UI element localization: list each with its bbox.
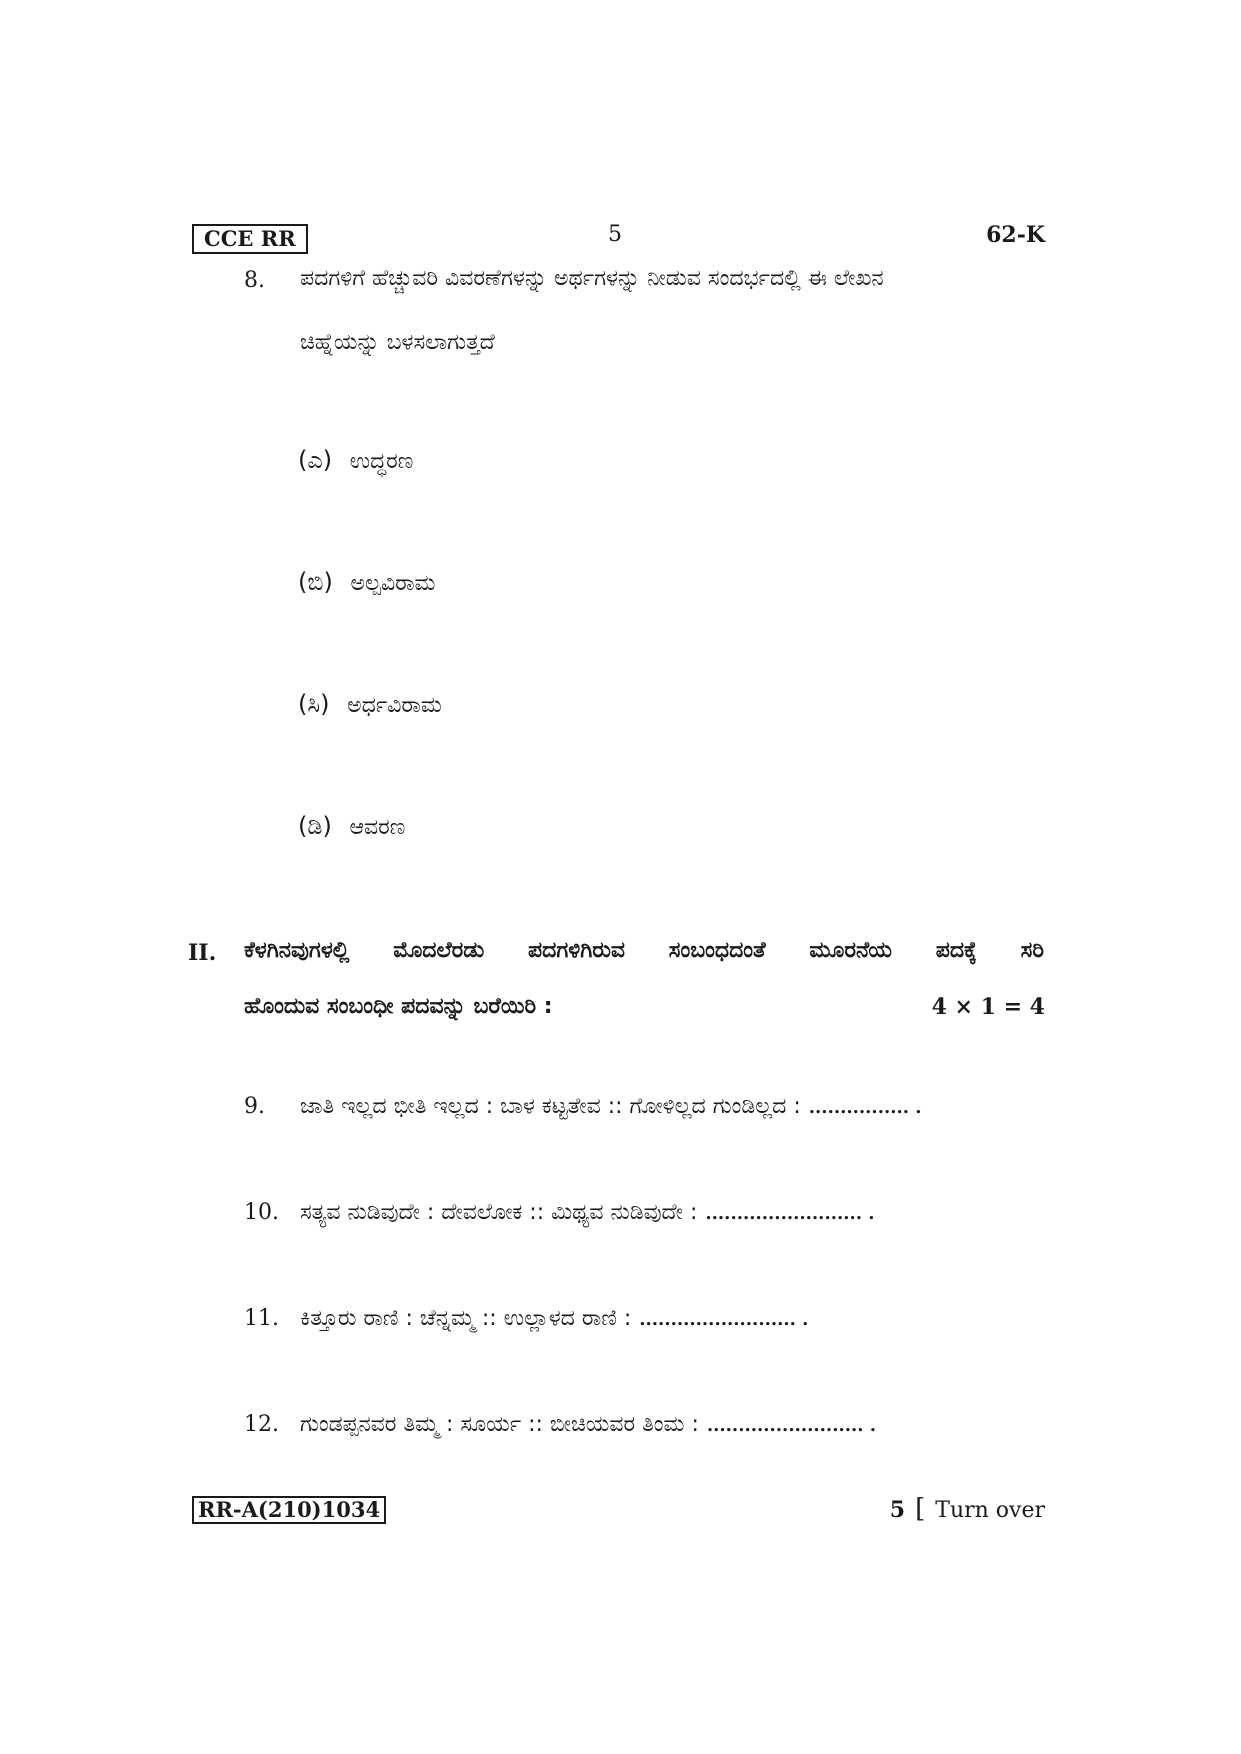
- question-8-text-line1: ಪದಗಳಿಗೆ ಹೆಚ್ಚುವರಿ ವಿವರಣೆಗಳನ್ನು ಅರ್ಥಗಳನ್ನು ನೀಡುವ ಸಂದರ್ಭದಲ್ಲಿ ಈ ಲೇಖನ: [300, 266, 884, 291]
- question-11-number: 11.: [244, 1306, 279, 1331]
- option-c-label: (ಸಿ): [298, 690, 330, 718]
- question-8-number: 8.: [244, 268, 265, 293]
- footer-code-box: [192, 1496, 386, 1524]
- footer-right: [890, 1494, 1045, 1524]
- section-2-marks: 4 × 1 = 4: [931, 994, 1045, 1020]
- section-2-instruction-line2: ಹೊಂದುವ ಸಂಬಂಧೀ ಪದವನ್ನು ಬರೆಯಿರಿ :: [244, 994, 553, 1019]
- question-12-number: 12.: [244, 1412, 279, 1437]
- question-12-text: ಗುಂಡಪ್ಪನವರ ತಿಮ್ಮ : ಸೂರ್ಯ :: ಬೀಚಿಯವರ ತಿಂಮ :: [300, 1412, 699, 1437]
- question-11-text: ಕಿತ್ತೂರು ರಾಣಿ : ಚೆನ್ನಮ್ಮ :: ಉಲ್ಲಾಳದ ರಾಣಿ :: [300, 1306, 632, 1331]
- question-9-blank: ................ .: [808, 1097, 922, 1118]
- option-b-text: ಅಲ್ಪವಿರಾಮ: [350, 571, 436, 596]
- option-d: [298, 812, 405, 840]
- option-b-label: (ಬಿ): [298, 568, 333, 596]
- question-9-number: 9.: [244, 1094, 265, 1119]
- question-10: [244, 1200, 875, 1225]
- question-10-text: ಸತ್ಯವ ನುಡಿವುದೇ : ದೇವಲೋಕ :: ಮಿಥ್ಯವ ನುಡಿವುದೇ :: [300, 1200, 698, 1225]
- footer-turn-over: Turn over: [935, 1498, 1045, 1523]
- footer-page-number: 5: [889, 1497, 906, 1523]
- footer-left-code: RR-A(210)1034: [198, 1497, 381, 1522]
- option-d-text: ಆವರಣ: [349, 815, 406, 840]
- question-10-blank: ......................... .: [705, 1203, 875, 1224]
- question-12-blank: ......................... .: [706, 1415, 877, 1436]
- question-9: [244, 1094, 922, 1119]
- option-b: [298, 568, 435, 596]
- header-right-code: 62-K: [986, 222, 1045, 248]
- option-a-text: ಉದ್ಧರಣ: [349, 449, 414, 474]
- question-10-number: 10.: [244, 1200, 279, 1225]
- question-11-blank: ......................... .: [639, 1309, 809, 1330]
- question-12: [244, 1412, 876, 1437]
- header-page-number: 5: [608, 222, 622, 247]
- option-c: [298, 690, 442, 718]
- section-2-number: II.: [188, 940, 217, 966]
- option-a-label: (ಎ): [298, 446, 333, 474]
- header-code-box: [192, 224, 308, 254]
- question-11: [244, 1306, 808, 1331]
- option-a: [298, 446, 413, 474]
- question-8-text-line2: ಚಿಹ್ನೆಯನ್ನು ಬಳಸಲಾಗುತ್ತದೆ: [300, 330, 495, 355]
- header-left-code: CCE RR: [204, 226, 296, 251]
- option-c-text: ಅರ್ಧವಿರಾಮ: [347, 693, 442, 718]
- section-2-instruction-line1: ಕೆಳಗಿನವುಗಳಲ್ಲಿ ಮೊದಲೆರಡು ಪದಗಳಿಗಿರುವ ಸಂಬಂಧದಂತೆ ಮೂರನೆಯ ಪದಕ್ಕೆ ಸರಿ: [244, 938, 1044, 963]
- footer-bracket: [: [915, 1494, 926, 1524]
- option-d-label: (ಡಿ): [298, 812, 332, 840]
- question-9-text: ಜಾತಿ ಇಲ್ಲದ ಭೀತಿ ಇಲ್ಲದ : ಬಾಳ ಕಟ್ಟತೇವ :: ಗೋಳಿಲ್ಲದ ಗುಂಡಿಲ್ಲದ :: [300, 1094, 801, 1119]
